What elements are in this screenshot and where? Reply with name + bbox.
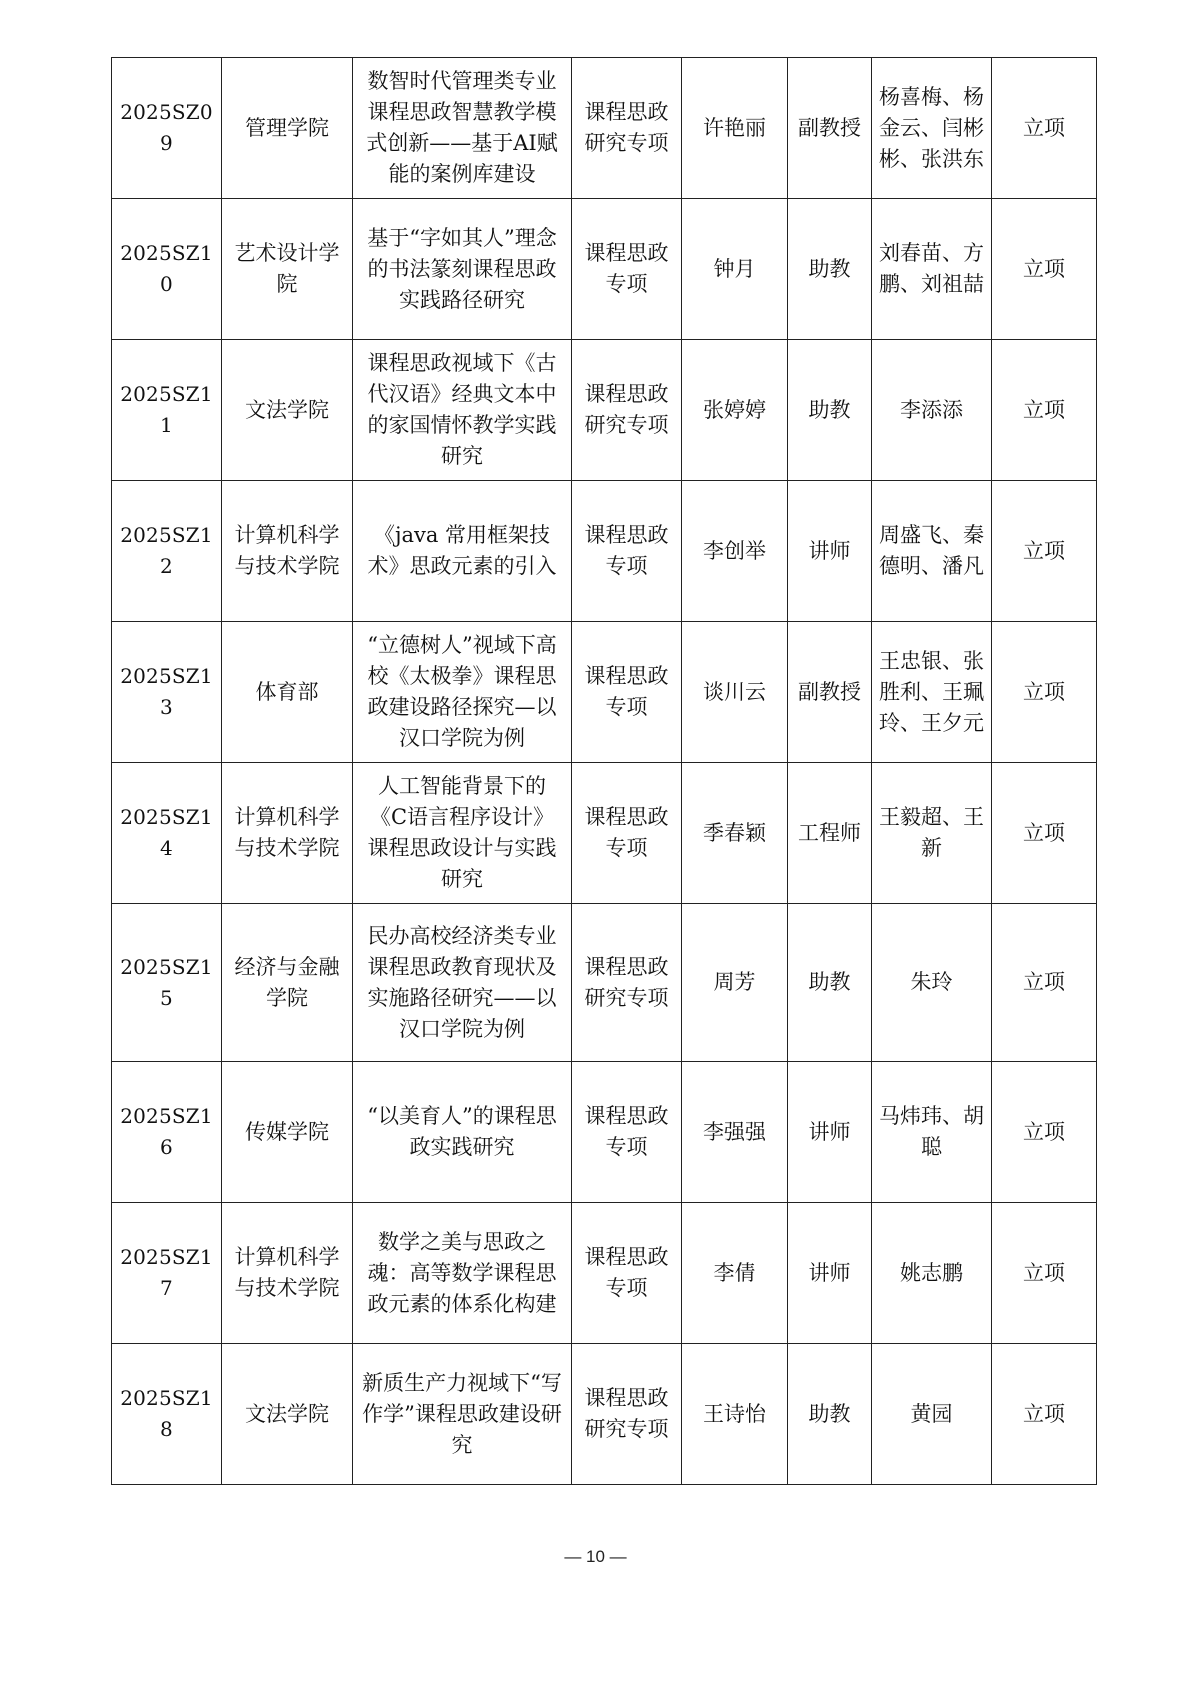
category-cell: 课程思政专项 — [572, 1062, 682, 1203]
project-title: 《java 常用框架技术》思政元素的引入 — [353, 481, 572, 622]
result-cell: 立项 — [992, 1062, 1097, 1203]
leader-cell: 李倩 — [682, 1203, 788, 1344]
page-number: — 10 — — [564, 1547, 627, 1566]
leader-cell: 李创举 — [682, 481, 788, 622]
rank-cell: 副教授 — [788, 622, 872, 763]
rank-cell: 讲师 — [788, 1203, 872, 1344]
project-code: 2025SZ09 — [112, 58, 222, 199]
leader-cell: 谈川云 — [682, 622, 788, 763]
members-cell: 黄园 — [872, 1344, 992, 1485]
table-row — [112, 904, 1097, 1062]
table-row — [112, 1203, 1097, 1344]
project-title: 新质生产力视域下“写作学”课程思政建设研究 — [353, 1344, 572, 1485]
result-cell: 立项 — [992, 199, 1097, 340]
project-title: 数智时代管理类专业课程思政智慧教学模式创新——基于AI赋能的案例库建设 — [353, 58, 572, 199]
college-cell: 管理学院 — [222, 58, 353, 199]
college-cell: 计算机科学与技术学院 — [222, 1203, 353, 1344]
members-cell: 李添添 — [872, 340, 992, 481]
project-code: 2025SZ16 — [112, 1062, 222, 1203]
category-cell: 课程思政研究专项 — [572, 58, 682, 199]
leader-cell: 季春颖 — [682, 763, 788, 904]
project-code: 2025SZ12 — [112, 481, 222, 622]
members-cell: 杨喜梅、杨金云、闫彬彬、张洪东 — [872, 58, 992, 199]
leader-cell: 李强强 — [682, 1062, 788, 1203]
result-cell: 立项 — [992, 481, 1097, 622]
leader-cell: 王诗怡 — [682, 1344, 788, 1485]
project-title: “立德树人”视域下高校《太极拳》课程思政建设路径探究—以汉口学院为例 — [353, 622, 572, 763]
project-title: 民办高校经济类专业课程思政教育现状及实施路径研究——以汉口学院为例 — [353, 904, 572, 1062]
members-cell: 姚志鹏 — [872, 1203, 992, 1344]
category-cell: 课程思政专项 — [572, 622, 682, 763]
project-code: 2025SZ15 — [112, 904, 222, 1062]
table-row — [112, 763, 1097, 904]
category-cell: 课程思政专项 — [572, 1203, 682, 1344]
table-row — [112, 340, 1097, 481]
rank-cell: 副教授 — [788, 58, 872, 199]
project-code: 2025SZ14 — [112, 763, 222, 904]
rank-cell: 工程师 — [788, 763, 872, 904]
result-cell: 立项 — [992, 622, 1097, 763]
college-cell: 文法学院 — [222, 1344, 353, 1485]
rank-cell: 讲师 — [788, 1062, 872, 1203]
table-row — [112, 199, 1097, 340]
result-cell: 立项 — [992, 58, 1097, 199]
members-cell: 马炜玮、胡聪 — [872, 1062, 992, 1203]
project-title: 课程思政视域下《古代汉语》经典文本中的家国情怀教学实践研究 — [353, 340, 572, 481]
rank-cell: 助教 — [788, 340, 872, 481]
result-cell: 立项 — [992, 1344, 1097, 1485]
category-cell: 课程思政研究专项 — [572, 1344, 682, 1485]
members-cell: 朱玲 — [872, 904, 992, 1062]
table-row — [112, 1062, 1097, 1203]
category-cell: 课程思政研究专项 — [572, 340, 682, 481]
result-cell: 立项 — [992, 340, 1097, 481]
members-cell: 周盛飞、秦德明、潘凡 — [872, 481, 992, 622]
project-title: 人工智能背景下的《C语言程序设计》课程思政设计与实践研究 — [353, 763, 572, 904]
members-cell: 王毅超、王新 — [872, 763, 992, 904]
college-cell: 计算机科学与技术学院 — [222, 481, 353, 622]
members-cell: 刘春苗、方鹏、刘祖喆 — [872, 199, 992, 340]
category-cell: 课程思政专项 — [572, 481, 682, 622]
category-cell: 课程思政专项 — [572, 763, 682, 904]
college-cell: 文法学院 — [222, 340, 353, 481]
members-cell: 王忠银、张胜利、王珮玲、王夕元 — [872, 622, 992, 763]
leader-cell: 张婷婷 — [682, 340, 788, 481]
result-cell: 立项 — [992, 904, 1097, 1062]
rank-cell: 助教 — [788, 904, 872, 1062]
project-title: 数学之美与思政之魂：高等数学课程思政元素的体系化构建 — [353, 1203, 572, 1344]
leader-cell: 周芳 — [682, 904, 788, 1062]
project-code: 2025SZ13 — [112, 622, 222, 763]
leader-cell: 钟月 — [682, 199, 788, 340]
project-title: “以美育人”的课程思政实践研究 — [353, 1062, 572, 1203]
table-body — [112, 58, 1097, 1485]
rank-cell: 助教 — [788, 1344, 872, 1485]
project-table — [111, 57, 1097, 1485]
result-cell: 立项 — [992, 763, 1097, 904]
project-title: 基于“字如其人”理念的书法篆刻课程思政实践路径研究 — [353, 199, 572, 340]
project-code: 2025SZ11 — [112, 340, 222, 481]
project-code: 2025SZ10 — [112, 199, 222, 340]
table-row — [112, 1344, 1097, 1485]
project-code: 2025SZ18 — [112, 1344, 222, 1485]
college-cell: 体育部 — [222, 622, 353, 763]
table-row — [112, 58, 1097, 199]
project-code: 2025SZ17 — [112, 1203, 222, 1344]
table-row — [112, 622, 1097, 763]
table-row — [112, 481, 1097, 622]
category-cell: 课程思政研究专项 — [572, 904, 682, 1062]
college-cell: 艺术设计学院 — [222, 199, 353, 340]
college-cell: 传媒学院 — [222, 1062, 353, 1203]
rank-cell: 讲师 — [788, 481, 872, 622]
college-cell: 经济与金融学院 — [222, 904, 353, 1062]
leader-cell: 许艳丽 — [682, 58, 788, 199]
category-cell: 课程思政专项 — [572, 199, 682, 340]
college-cell: 计算机科学与技术学院 — [222, 763, 353, 904]
result-cell: 立项 — [992, 1203, 1097, 1344]
rank-cell: 助教 — [788, 199, 872, 340]
